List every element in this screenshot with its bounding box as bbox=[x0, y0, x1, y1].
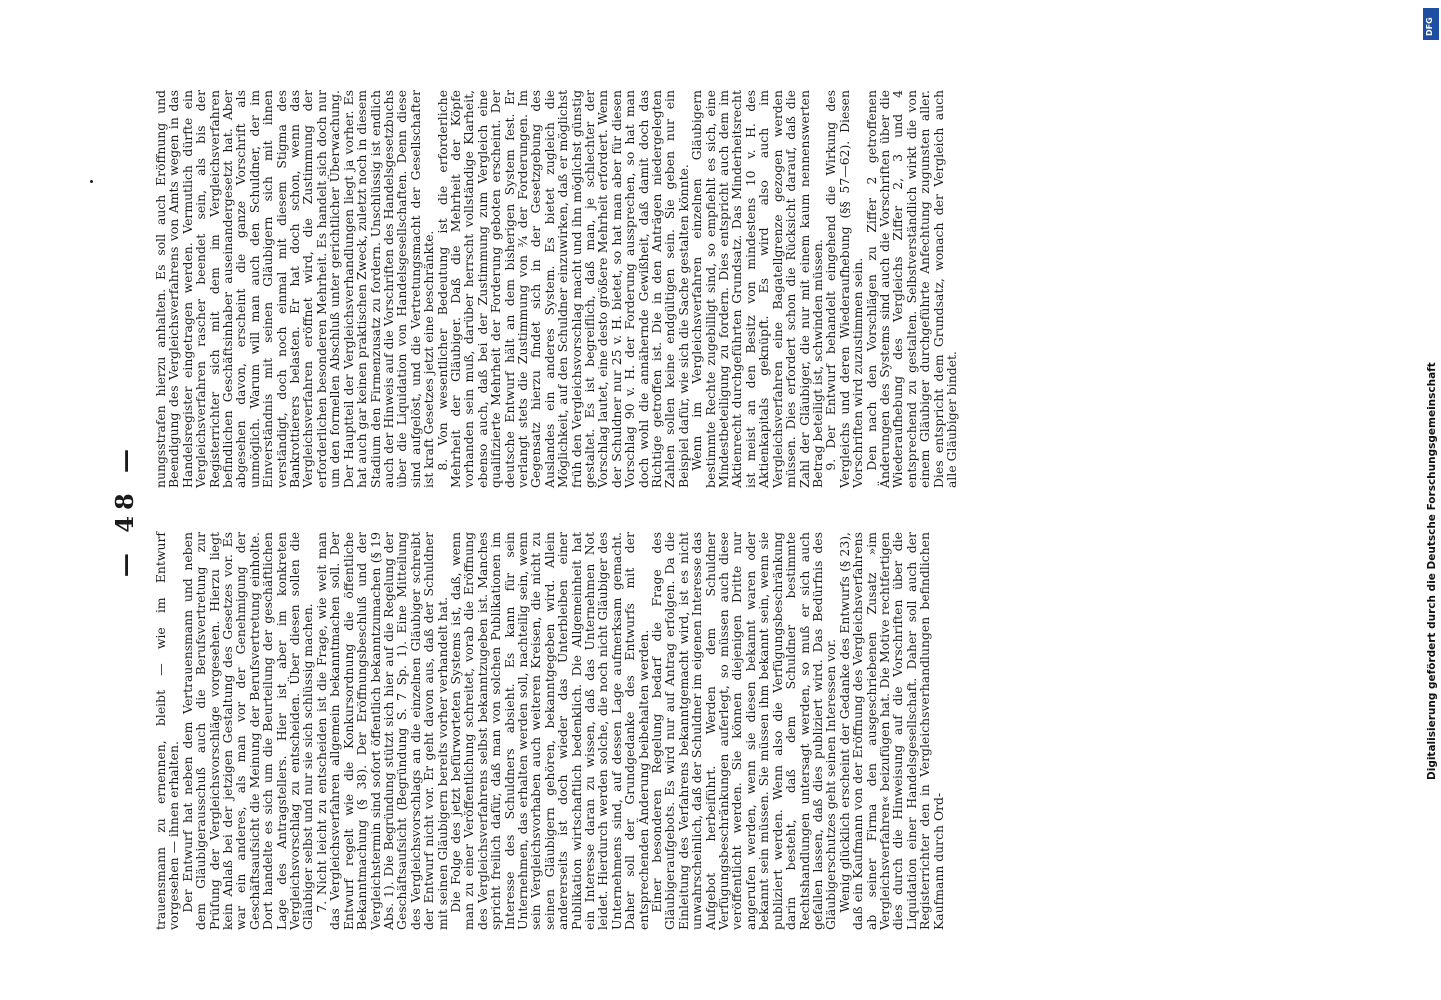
digitization-credit: Digitalisierung gefördert durch die Deutsche Forschungsgemeinschaft bbox=[1426, 362, 1438, 780]
dfg-logo: DFG bbox=[1423, 8, 1439, 40]
right-column bbox=[154, 90, 958, 488]
column-gutter bbox=[162, 511, 922, 512]
paragraph: 9. Der Entwurf behandelt eingehend die Wirkung des Vergleichs und deren Wiederaufhebung (§§ 57—62). Diesen Vorschriften wird zuzustimmen sein. bbox=[823, 90, 866, 488]
rotated-document-page bbox=[110, 90, 1310, 930]
left-column bbox=[154, 532, 945, 930]
paragraph: 7. Nicht leicht zu entscheiden ist die Frage, wie weit man das Vergleichsverfahren allgemein bekanntmachen soll. Der Entwurf regelt wie die Konkursordnung die öffentliche Bekanntmachung (§ 38). Der Eröffnungsbeschluß und der Vergleichstermin sind sofort öffentlich bekanntzumachen (§ 19 Abs. 1). Die Begründung stützt sich hier auf die Regelung der Geschäftsaufsicht (Begründung S. 7 Sp. 1). Eine Mitteilung des Vergleichsvorschlags an die einzelnen Gläubiger schreibt der Entwurf nicht vor. Er geht davon aus, daß der Schuldner mit seinen Gläubigern bereits vorher verhandelt hat. bbox=[313, 532, 450, 930]
page-header bbox=[110, 90, 146, 930]
scan-speck bbox=[90, 180, 93, 183]
page-number: — 48 — bbox=[110, 442, 139, 578]
paragraph: nungsstrafen hierzu anhalten. Es soll auch Eröffnung und Beendigung des Vergleichsverfahrens von Amts wegen in das Handelsregister eingetragen werden. Vermutlich dürfte ein Vergleichsverfahren rascher beendet sein, als bis der Registerrichter sich mit dem im Vergleichsverfahren befindlichen Geschäftsinhaber auseinandergesetzt hat. Aber abgesehen davon, erscheint die ganze Vorschrift als unmöglich. Warum will man auch den Schuldner, der im Einverständnis mit seinen Gläubigern sich mit ihnen verständigt, doch noch einmal mit diesem Stigma des Bankrottierers belasten. Er hat doch schon, wenn das Vergleichsverfahren eröffnet wird, die Zustimmung der erforderlichen besonderen Mehrheit. Es handelt sich doch nur um den formellen Abschluß unter gerichtlicher Überwachung. Der Hauptteil der Vergleichsverhandlungen liegt ja vorher. Es hat auch gar keinen praktischen Zweck, zuletzt noch in diesem Stadium den Firmenzusatz zu fordern. Unschlüssig ist endlich auch der Hinweis auf die Vorschriften des Handelsgesetzbuchs über die Liquidation von Handelsgesellschaften. Denn diese sind aufgelöst, und die Vertretungsmacht der Gesellschafter ist kraft Gesetzes jetzt eine beschränkte. bbox=[153, 90, 437, 488]
paragraph: trauensmann zu ernennen, bleibt — wie im Entwurf vorgesehen — ihnen erhalten. bbox=[153, 532, 182, 930]
paragraph: Wenig glücklich erscheint der Gedanke des Entwurfs (§ 23), daß ein Kaufmann von der Eröffnung des Vergleichsverfahrens ab seiner Firma den ausgeschriebenen Zusatz »im Vergleichsverfahren« beizufügen hat. Die Motive rechtfertigen dies durch die Hinweisung auf die Vorschriften über die Liquidation einer Handelsgesellschaft. Daher soll auch der Registerrichter den in Vergleichsverhandlungen befindlichen Kaufmann durch Ord- bbox=[836, 532, 946, 930]
paragraph: Einer besonderen Regelung bedarf die Frage des Gläubigeraufgebots. Es wird nur auf Antrag erfolgen. Da die Einleitung des Verfahrens bekanntgemacht wird, ist es nicht unwahrscheinlich, daß der Schuldner im eigenen Interesse das Aufgebot herbeiführt. Werden dem Schuldner Verfügungsbeschränkungen auferlegt, so müssen auch diese veröffentlicht werden. Sie können diejenigen Dritte nur angerufen werden, wenn sie diesen bekannt waren oder bekannt sein müssen. Sie müssen ihm bekannt sein, wenn sie publiziert werden. Wenn also die Verfügungsbeschränkung darin besteht, daß dem Schuldner bestimmte Rechtshandlungen untersagt werden, so muß er sich auch gefallen lassen, daß dies publiziert wird. Das Bedürfnis des Gläubigerschutzes geht seinen Interessen vor. bbox=[649, 532, 839, 930]
paragraph: Den nach den Vorschlägen zu Ziffer 2 getroffenen Änderungen des Systems sind auch die Vorschriften über die Wiederaufhebung des Vergleichs Ziffer 2, 3 und 4 entsprechend zu gestalten. Selbstverständlich wirkt die von einem Gläubiger durchgeführte Anfechtung zugunsten aller. Dies entspricht dem Grundsatz, wonach der Vergleich auch alle Gläubiger bindet. bbox=[863, 90, 959, 488]
paragraph: Der Entwurf hat neben dem Vertrauensmann und neben dem Gläubigerausschuß auch die Berufsvertretung zur Prüfung der Vergleichsvorschläge vorgesehen. Hierzu liegt kein Anlaß bei der jetzigen Gestaltung des Gesetzes vor. Es war ein anderes, als man vor der Genehmigung der Geschäftsaufsicht die Meinung der Berufsvertretung einholte. Dort handelte es sich um die Beurteilung der geschäftlichen Lage des Antragstellers. Hier ist aber im konkreten Vergleichsvorschlag zu entscheiden. Über diesen sollen die Gläubiger selbst und nur sie sich schlüssig machen. bbox=[179, 532, 316, 930]
paragraph: 8. Von wesentlicher Bedeutung ist die erforderliche Mehrheit der Gläubiger. Daß die Mehrheit der Köpfe vorhanden sein muß, darüber herrscht vollständige Klarheit, ebenso auch, daß bei der Zustimmung zum Vergleich eine qualifizierte Mehrheit der Forderung geboten erscheint. Der deutsche Entwurf hält an dem bisherigen System fest. Er verlangt stets die Zustimmung von ¾ der Forderungen. Im Gegensatz hierzu findet sich in der Gesetzgebung des Auslandes ein anderes System. Es bietet zugleich die Möglichkeit, auf den Schuldner einzuwirken, daß er möglichst früh den Vergleichsvorschlag macht und ihn möglichst günstig gestaltet. Es ist begreiflich, daß man, je schlechter der Vorschlag lautet, eine desto größere Mehrheit erfordert. Wenn der Schuldner nur 25 v. H. bietet, so hat man aber für diesen Vorschlag 90 v. H. der Forderung aussprechen, so hat man doch wohl die annähernde Gewißheit, daß damit doch das Richtige getroffen ist. Die in den Anträgen niedergelegten Zahlen sollen keine endgültigen sein. Sie geben nur ein Beispiel dafür, wie sich die Sache gestalten könnte. bbox=[434, 90, 691, 488]
paragraph: Die Folge des jetzt befürworteten Systems ist, daß, wenn man zu einer Veröffentlichung schreitet, vorab die Eröffnung des Vergleichsverfahrens selbst bekanntzugeben ist. Manches spricht freilich dafür, daß man von solchen Publikationen im Interesse des Schuldners absieht. Es kann für sein Unternehmen, das erhalten werden soll, nachteilig sein, wenn sein Vergleichsvorhaben auch weiteren Kreisen, die nicht zu seinen Gläubigern gehören, bekanntgegeben wird. Allein andererseits ist doch wieder das Unterbleiben einer Publikation wirtschaftlich bedenklich. Die Allgemeinheit hat ein Interesse daran zu wissen, daß das Unternehmen Not leidet. Hierdurch werden solche, die noch nicht Gläubiger des Unternehmens sind, auf dessen Lage aufmerksam gemacht. Daher soll der Grundgedanke des Entwurfs mit der entsprechenden Änderung beibehalten werden. bbox=[447, 532, 651, 930]
paragraph: Wenn im Vergleichsverfahren einzelnen Gläubigern bestimmte Rechte zugebilligt sind, so empfiehlt es sich, eine Mindestbeteiligung zu fordern. Dies entspricht auch dem im Aktienrecht durchgeführten Grundsatz. Das Minderheitsrecht ist meist an den Besitz von mindestens 10 v. H. des Aktienkapitals geknüpft. Es wird also auch im Vergleichsverfahren eine Bagatellgrenze gezogen werden müssen. Dies erfordert schon die Rücksicht darauf, daß die Zahl der Gläubiger, die nur mit einem kaum nennenswerten Betrag beteiligt ist, schwinden müssen. bbox=[689, 90, 825, 488]
